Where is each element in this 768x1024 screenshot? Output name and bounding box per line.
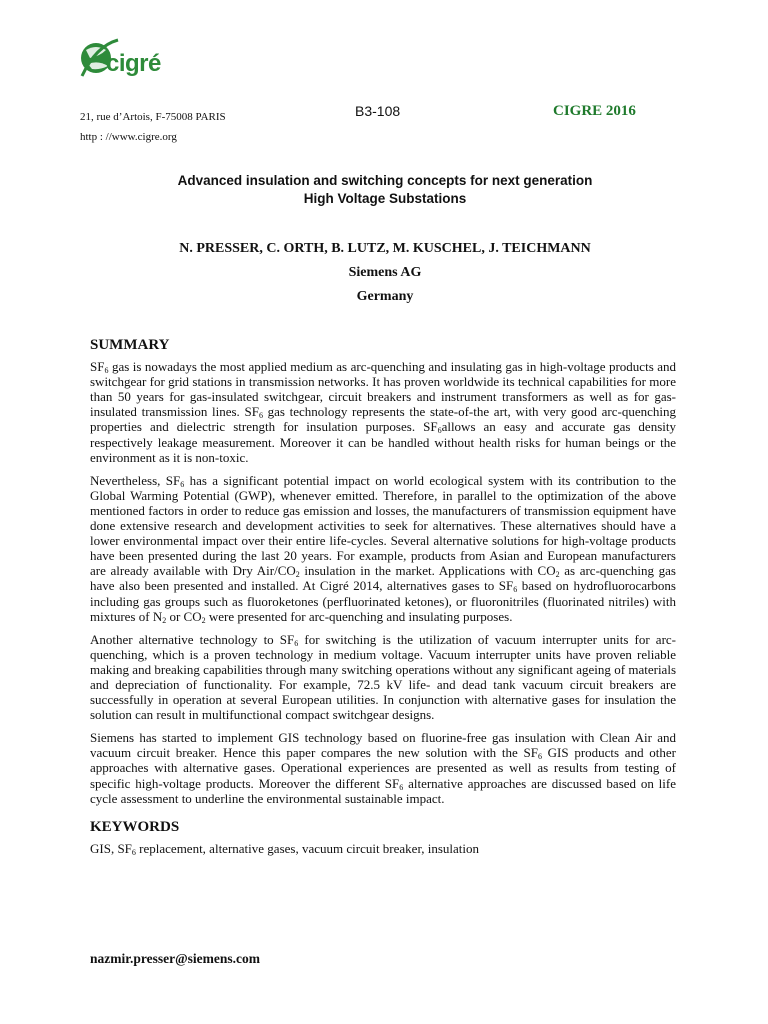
author-organization: Siemens AG — [348, 265, 422, 280]
summary-paragraph-4: Siemens has started to implement GIS technology based on fluorine-free gas insulation with Clean Air and vacuum circuit breaker. Hence this paper compares the new solution with the $SF_6$ GIS products and other approaches with alternative gases. Operational experiences are presented as well as results from testing of specific high-voltage products. Moreover the different $SF_6$ alternative approaches are discussed based on life cycle assessment to underline the environmental sustainable impact. — [90, 730, 677, 806]
paper-code: B3-108 — [355, 103, 401, 119]
title-line-1: Advanced insulation and switching concepts for next generation — [177, 173, 593, 188]
address-line: 21, rue d’Artois, F-75008 PARIS — [80, 111, 226, 123]
contact-email[interactable]: nazmir.presser@siemens.com — [90, 951, 261, 966]
title-line-2: High Voltage Substations — [303, 191, 467, 206]
summary-paragraph-1: $SF_6$ gas is nowadays the most applied medium as arc-quenching and insulating gas in high-voltage products and switchgear for grid stations in transmission networks. It has proven worldwide its technical capabilities for more than 50 years for gas-insulated switchgear, circuit breakers and instrument transformers as well as for gas-insulated transmission lines. $SF_6$ gas technology represents the state-of-the art, with very good arc-quenching properties and dielectric strength for insulation purposes. $SF_6allows$ an easy and accurate gas density respectively leakage measurement. Moreover it can be handled without health risks for human beings or the environment as it is non-toxic. — [90, 359, 677, 465]
summary-paragraph-3: Another alternative technology to $SF_6$ for switching is the utilization of vacuum interrupter units for arc-quenching, which is a proven technology in medium voltage. Vacuum interrupter units have proven reliable making and breaking capabilities through many switching operations without any significant ageing of materials and depreciation of functionality. For example, 72.5 kV life- and dead tank vacuum circuit breakers are successfully in operation at several European utilities. In conjunction with alternative gases for insulation the solution can result in multifunctional compact switchgear designs. — [90, 631, 676, 723]
summary-paragraph-2: Nevertheless, $SF_6$ has a significant potential impact on world ecological system with its contribution to the Global Warming Potential (GWP), whenever emitted. Therefore, in parallel to the optimization of the above mentioned factors in order to reduce gas emission and losses, the manufacturers of transmission equipment have done extensive research and development activities to seek for alternatives. These alternatives should have a lower environmental impact over their entire life-cycles. Several alternative solutions for high-voltage products have been presented during the last 20 years. For example, products from Asian and European manufacturers are already available with Dry Air/$CO_2$ insulation in the market. Applications with $CO_2$ as arc-quenching gas have also been presented and installed. At Cigré 2014, alternatives gases to $SF_6$ based on hydrofluorocarbons including gas groups such as fluoroketones (perfluorinated ketones), or fluoronitriles (fluorinated nitriles) with mixtures of $N_2$ or $CO_2$ were presented for arc-quenching and insulating purposes. — [90, 472, 676, 625]
author-country: Germany — [356, 289, 414, 304]
keywords-text: GIS, $SF_6$ replacement, alternative gases, vacuum circuit breaker, insulation — [90, 840, 480, 857]
keywords-heading: KEYWORDS — [90, 818, 180, 835]
conference-label: CIGRE 2016 — [553, 103, 636, 119]
paper-title — [90, 172, 680, 208]
summary-heading: SUMMARY — [90, 337, 170, 353]
cigre-logo — [78, 36, 168, 86]
paper-body — [90, 338, 676, 864]
author-names: N. PRESSER, C. ORTH, B. LUTZ, M. KUSCHEL, J. TEICHMANN — [179, 241, 591, 256]
logo-wordmark: cigré — [106, 50, 161, 77]
website-link[interactable]: http : //www.cigre.org — [80, 131, 177, 143]
address-block — [80, 107, 226, 147]
author-block — [90, 237, 680, 309]
